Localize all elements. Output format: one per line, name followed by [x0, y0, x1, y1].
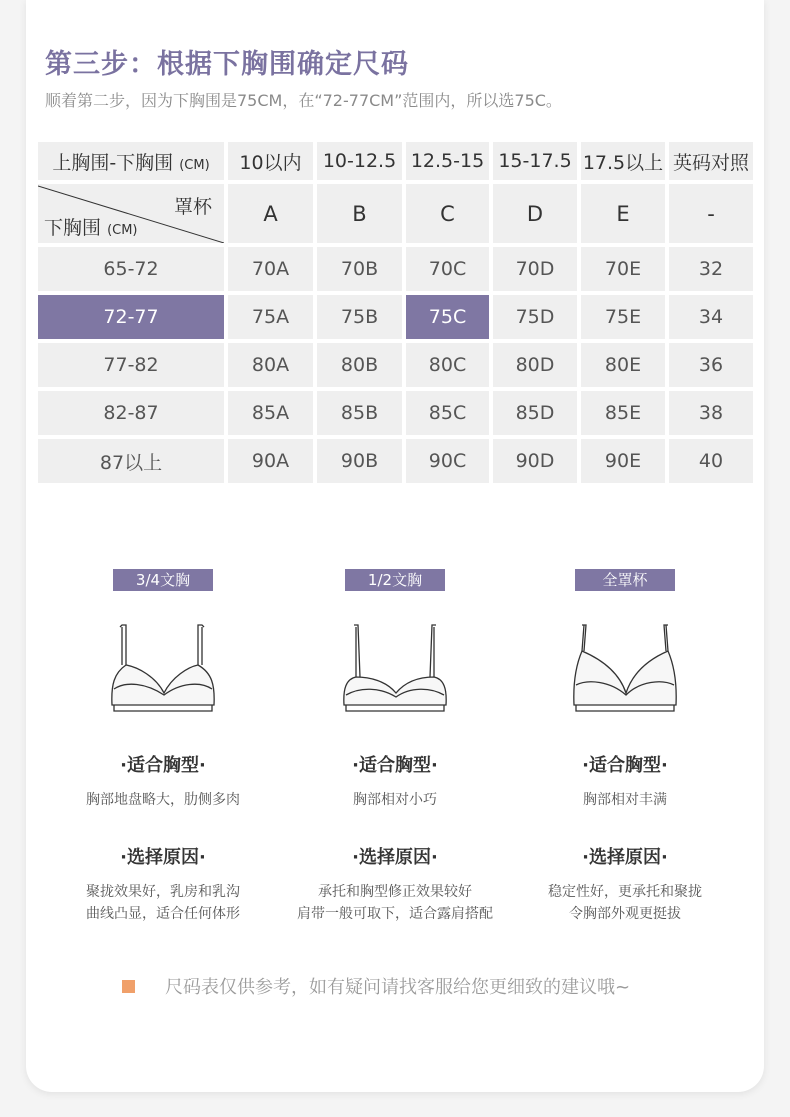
size-cell: 80A — [228, 343, 313, 387]
range-cell: 65-72 — [38, 247, 224, 291]
table-row — [38, 343, 753, 387]
three-quarter-bra-icon — [108, 621, 218, 713]
size-cell: 70C — [406, 247, 489, 291]
highlighted-size-cell: 75C — [406, 295, 489, 339]
page-subtitle: 顺着第二步，因为下胸围是75CM，在“72-77CM”范围内，所以选75C。 — [45, 91, 562, 110]
size-cell: 70B — [317, 247, 402, 291]
uk-size-cell: 34 — [669, 295, 753, 339]
reason-description: 承托和胸型修正效果较好 肩带一般可取下，适合露肩搭配 — [297, 884, 493, 922]
table-row — [38, 391, 753, 435]
table-row — [38, 439, 753, 483]
uk-size-cell: 32 — [669, 247, 753, 291]
fit-title: ·适合胸型· — [120, 755, 206, 776]
size-cell: 75E — [581, 295, 665, 339]
cup-row — [38, 184, 753, 243]
cup-cell: A — [228, 184, 313, 243]
orange-square-icon — [122, 980, 135, 993]
diff-col-header: 10以内 — [228, 142, 313, 180]
size-cell: 80B — [317, 343, 402, 387]
reason-description: 稳定性好，更承托和聚拢 令胸部外观更挺拔 — [548, 884, 702, 922]
reason-description: 聚拢效果好，乳房和乳沟 曲线凸显，适合任何体形 — [86, 884, 240, 922]
diff-col-header: 12.5-15 — [406, 142, 489, 180]
style-column-half-cup — [280, 569, 510, 925]
size-cell: 75B — [317, 295, 402, 339]
footer-text: 尺码表仅供参考，如有疑问请找客服给您更细致的建议哦~ — [165, 977, 631, 998]
footer-note — [122, 973, 630, 999]
style-badge: 1/2文胸 — [345, 569, 445, 591]
size-cell: 70D — [493, 247, 577, 291]
full-cup-bra-icon — [570, 621, 680, 713]
highlighted-range-cell: 72-77 — [38, 295, 224, 339]
table-header-row — [38, 142, 753, 180]
size-cell: 90D — [493, 439, 577, 483]
size-cell: 90E — [581, 439, 665, 483]
size-cell: 90B — [317, 439, 402, 483]
reason-title: ·选择原因· — [582, 847, 668, 868]
corner-unit: (CM) — [179, 157, 210, 173]
size-cell: 85E — [581, 391, 665, 435]
page-title: 第三步：根据下胸围确定尺码 — [45, 49, 409, 80]
diff-col-header: 17.5以上 — [581, 142, 665, 180]
fit-title: ·适合胸型· — [352, 755, 438, 776]
fit-title: ·适合胸型· — [582, 755, 668, 776]
cup-cell: E — [581, 184, 665, 243]
underbust-label: 下胸围 (CM) — [44, 217, 138, 239]
size-cell: 90A — [228, 439, 313, 483]
fit-description: 胸部相对小巧 — [353, 792, 437, 808]
corner-label: 上胸围-下胸围 — [52, 151, 174, 174]
style-badge: 3/4文胸 — [113, 569, 213, 591]
reason-title: ·选择原因· — [352, 847, 438, 868]
style-column-three-quarter — [48, 569, 278, 925]
uk-size-cell: 36 — [669, 343, 753, 387]
size-cell: 85A — [228, 391, 313, 435]
reason-title: ·选择原因· — [120, 847, 206, 868]
range-cell: 87以上 — [38, 439, 224, 483]
size-chart-table — [34, 138, 757, 487]
diff-col-header: 10-12.5 — [317, 142, 402, 180]
size-cell: 75A — [228, 295, 313, 339]
range-cell: 82-87 — [38, 391, 224, 435]
size-cell: 80E — [581, 343, 665, 387]
style-column-full-cup — [510, 569, 740, 925]
corner-header-cell — [38, 142, 224, 180]
fit-description: 胸部相对丰满 — [583, 792, 667, 808]
size-cell: 70A — [228, 247, 313, 291]
range-cell: 77-82 — [38, 343, 224, 387]
size-cell: 85B — [317, 391, 402, 435]
cup-cell: C — [406, 184, 489, 243]
uk-size-cell: 38 — [669, 391, 753, 435]
size-cell: 70E — [581, 247, 665, 291]
size-cell: 80C — [406, 343, 489, 387]
size-cell: 85C — [406, 391, 489, 435]
cup-cell: D — [493, 184, 577, 243]
size-cell: 80D — [493, 343, 577, 387]
cup-cell: B — [317, 184, 402, 243]
cup-label: 罩杯 — [173, 196, 212, 218]
cup-cell: - — [669, 184, 753, 243]
diff-col-header: 15-17.5 — [493, 142, 577, 180]
size-cell: 90C — [406, 439, 489, 483]
uk-size-cell: 40 — [669, 439, 753, 483]
size-cell: 85D — [493, 391, 577, 435]
table-row — [38, 295, 753, 339]
fit-description: 胸部地盘略大，肋侧多肉 — [86, 792, 240, 808]
style-badge: 全罩杯 — [575, 569, 675, 591]
table-row — [38, 247, 753, 291]
uk-size-col-header: 英码对照 — [669, 142, 753, 180]
diagonal-header-cell — [38, 184, 224, 243]
size-cell: 75D — [493, 295, 577, 339]
half-cup-bra-icon — [340, 621, 450, 713]
